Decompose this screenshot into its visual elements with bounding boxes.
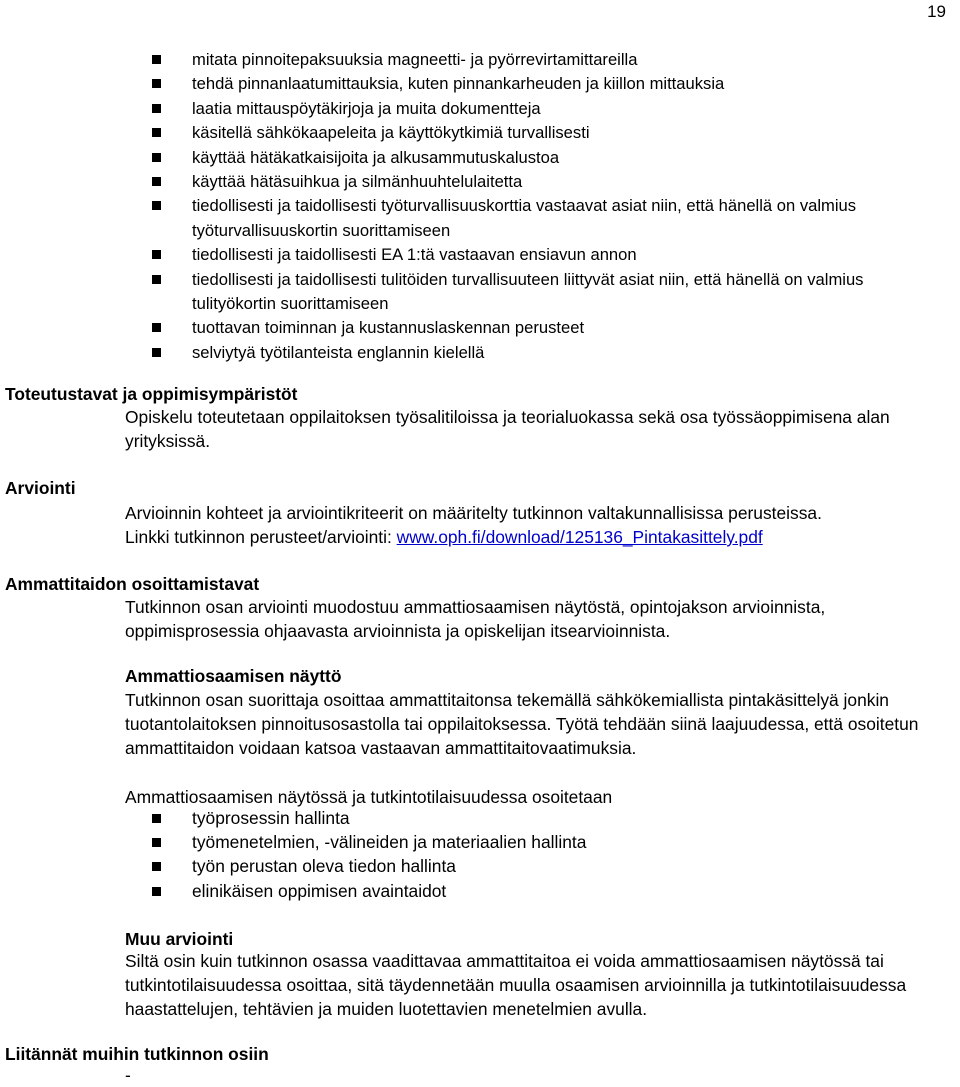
arviointi-link-line (125, 525, 955, 549)
arviointi-heading: Arviointi (5, 478, 76, 498)
naytto-list-intro: Ammattiosaamisen näytössä ja tutkintotilaisuudessa osoitetaan (125, 787, 613, 807)
naytto-text: Tutkinnon osan suorittaja osoittaa ammattitaitonsa tekemällä sähkökemiallista pintakäsittelyä jonkin tuotantolaitoksen pinnoitusosastolla tai oppilaitoksessa. Työtä tehdään siinä laajuudessa, että osoitetun ammattitaidon voidaan katsoa vastaavan ammattitaitovaatimuksia. (125, 690, 919, 759)
page-number: 19 (927, 2, 946, 21)
list-item: työmenetelmien, -välineiden ja materiaalien hallinta (125, 830, 925, 854)
skills-list (150, 48, 950, 365)
liitannat-text: - (125, 1065, 131, 1085)
list-item: käsitellä sähkökaapeleita ja käyttökytkimiä turvallisesti (150, 121, 950, 145)
link-prefix: Linkki tutkinnon perusteet/arviointi: (125, 527, 397, 547)
list-item: työprosessin hallinta (125, 806, 925, 830)
muu-text: Siltä osin kuin tutkinnon osassa vaadittavaa ammattitaitoa ei voida ammattiosaamisen näytössä tai tutkintotilaisuudessa osoittaa, sitä täydennetään muulla osaamisen arvioinnilla ja tutkintotilaisuudessa haastattelujen, tehtävien ja muiden luotettavien menetelmien avulla. (125, 951, 907, 1020)
list-item: tehdä pinnanlaatumittauksia, kuten pinnankarheuden ja kiillon mittauksia (150, 72, 950, 96)
list-item: tuottavan toiminnan ja kustannuslaskennan perusteet (150, 316, 950, 340)
naytto-list (125, 806, 925, 903)
naytto-heading: Ammattiosaamisen näyttö (125, 666, 342, 686)
muu-heading: Muu arviointi (125, 929, 234, 949)
list-item: laatia mittauspöytäkirjoja ja muita dokumentteja (150, 97, 950, 121)
list-item: käyttää hätäsuihkua ja silmänhuuhtelulaitetta (150, 170, 950, 194)
list-item: tiedollisesti ja taidollisesti työturvallisuuskorttia vastaavat asiat niin, että hänellä on valmius työturvallisuuskortin suorittamiseen (150, 194, 950, 243)
list-item: selviytyä työtilanteista englannin kielellä (150, 341, 950, 365)
toteutus-text: Opiskelu toteutetaan oppilaitoksen työsalitiloissa ja teorialuokassa sekä osa työssäoppimisena alan yrityksissä. (125, 407, 890, 452)
osoittaminen-heading: Ammattitaidon osoittamistavat (5, 574, 260, 594)
list-item: tiedollisesti ja taidollisesti tulitöiden turvallisuuteen liittyvät asiat niin, että hänellä on valmius tulityökortin suorittamiseen (150, 268, 950, 317)
list-item: elinikäisen oppimisen avaintaidot (125, 879, 925, 903)
list-item: mitata pinnoitepaksuuksia magneetti- ja pyörrevirtamittareilla (150, 48, 950, 72)
liitannat-heading: Liitännät muihin tutkinnon osiin (5, 1044, 269, 1064)
list-item: tiedollisesti ja taidollisesti EA 1:tä vastaavan ensiavun annon (150, 243, 950, 267)
list-item: käyttää hätäkatkaisijoita ja alkusammutuskalustoa (150, 146, 950, 170)
arviointi-text: Arvioinnin kohteet ja arviointikriteerit on määritelty tutkinnon valtakunnallisissa perusteissa. (125, 503, 822, 523)
toteutus-heading: Toteutustavat ja oppimisympäristöt (5, 384, 298, 404)
osoittaminen-intro: Tutkinnon osan arviointi muodostuu ammattiosaamisen näytöstä, opintojakson arvioinnista, oppimisprosessia ohjaavasta arvioinnista ja opiskelijan itsearvioinnista. (125, 597, 826, 642)
perusteet-link[interactable]: www.oph.fi/download/125136_Pintakasittely.pdf (396, 527, 763, 547)
list-item: työn perustan oleva tiedon hallinta (125, 854, 925, 878)
